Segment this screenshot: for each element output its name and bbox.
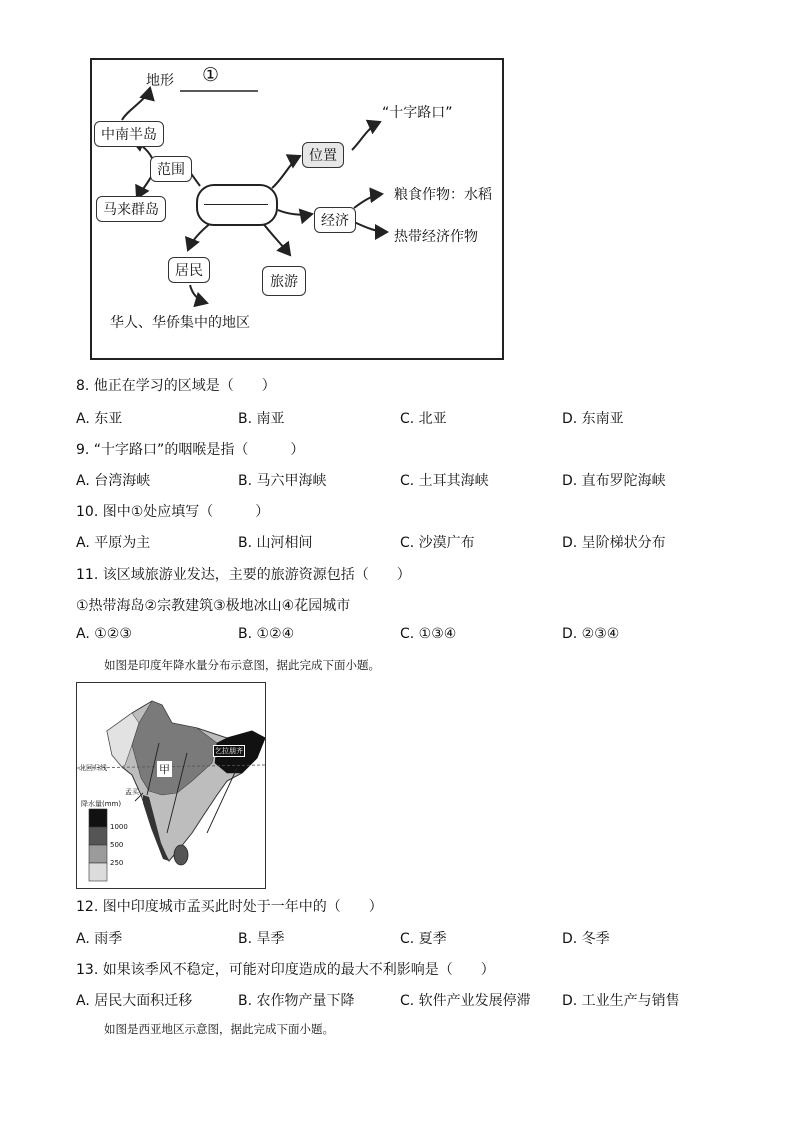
node-indochina-peninsula: 中南半岛: [94, 121, 164, 147]
q8-option-d[interactable]: D. 东南亚: [562, 411, 624, 427]
legend-value-250: 250: [110, 859, 124, 867]
question-8-stem: 8. 他正在学习的区域是（ ）: [76, 378, 276, 394]
chinese-area-label: 华人、华侨集中的地区: [110, 315, 250, 331]
tropic-of-cancer-label: 北回归线: [79, 764, 107, 772]
node-malay-archipelago: 马来群岛: [96, 196, 166, 222]
q12-option-a[interactable]: A. 雨季: [76, 931, 123, 947]
q8-option-a[interactable]: A. 东亚: [76, 411, 123, 427]
question-12-stem: 12. 图中印度城市孟买此时处于一年中的（ ）: [76, 899, 383, 915]
cherrapunji-label: 乞拉朋齐: [215, 747, 243, 755]
intro-india-map: 如图是印度年降水量分布示意图，据此完成下面小题。: [104, 658, 380, 672]
q13-option-a[interactable]: A. 居民大面积迁移: [76, 993, 193, 1009]
question-10-stem: 10. 图中①处应填写（ ）: [76, 504, 270, 520]
q10-option-c[interactable]: C. 沙漠广布: [400, 535, 475, 551]
intro-west-asia-map: 如图是西亚地区示意图，据此完成下面小题。: [104, 1022, 334, 1036]
central-blank-line: [204, 204, 268, 205]
grain-crops-label: 粮食作物：水稻: [394, 187, 492, 203]
q11-option-b[interactable]: B. ①②④: [238, 626, 295, 642]
question-13-stem: 13. 如果该季风不稳定，可能对印度造成的最大不利影响是（ ）: [76, 962, 495, 978]
mind-map-frame: [90, 58, 504, 360]
terrain-label: 地形: [146, 73, 174, 89]
q12-option-d[interactable]: D. 冬季: [562, 931, 610, 947]
node-economy: 经济: [314, 207, 356, 233]
q11-option-c[interactable]: C. ①③④: [400, 626, 457, 642]
question-11-stem: 11. 该区域旅游业发达，主要的旅游资源包括（ ）: [76, 567, 411, 583]
question-9-stem: 9. “十字路口”的咽喉是指（ ）: [76, 442, 305, 458]
node-range: 范围: [150, 156, 192, 182]
q9-option-a[interactable]: A. 台湾海峡: [76, 473, 151, 489]
q13-option-c[interactable]: C. 软件产业发展停滞: [400, 993, 531, 1009]
question-11-sub: ①热带海岛②宗教建筑③极地冰山④花园城市: [76, 598, 351, 614]
q11-option-a[interactable]: A. ①②③: [76, 626, 132, 642]
india-map-graphic: [77, 683, 265, 888]
q10-option-a[interactable]: A. 平原为主: [76, 535, 151, 551]
legend-title: 降水量(mm): [81, 800, 122, 808]
q12-option-b[interactable]: B. 旱季: [238, 931, 285, 947]
legend-value-500: 500: [110, 841, 124, 849]
node-position: 位置: [302, 142, 344, 168]
q13-option-d[interactable]: D. 工业生产与销售: [562, 993, 680, 1009]
mumbai-label: 孟买: [125, 788, 139, 796]
q8-option-c[interactable]: C. 北亚: [400, 411, 447, 427]
q8-option-b[interactable]: B. 南亚: [238, 411, 285, 427]
q9-option-d[interactable]: D. 直布罗陀海峡: [562, 473, 666, 489]
q10-option-d[interactable]: D. 呈阶梯状分布: [562, 535, 666, 551]
legend-value-1000: 1000: [110, 823, 128, 831]
india-rainfall-map: [76, 682, 266, 889]
q13-option-b[interactable]: B. 农作物产量下降: [238, 993, 355, 1009]
q10-option-b[interactable]: B. 山河相间: [238, 535, 313, 551]
region-jia-label: 甲: [159, 763, 170, 776]
central-node: [196, 184, 278, 226]
node-residents: 居民: [168, 257, 210, 283]
q9-option-c[interactable]: C. 土耳其海峡: [400, 473, 489, 489]
q9-option-b[interactable]: B. 马六甲海峡: [238, 473, 327, 489]
blank-number: ①: [202, 64, 220, 86]
crossroads-label: “十字路口”: [382, 105, 453, 121]
cash-crops-label: 热带经济作物: [394, 229, 478, 245]
node-tourism: 旅游: [262, 266, 306, 296]
q11-option-d[interactable]: D. ②③④: [562, 626, 620, 642]
q12-option-c[interactable]: C. 夏季: [400, 931, 447, 947]
